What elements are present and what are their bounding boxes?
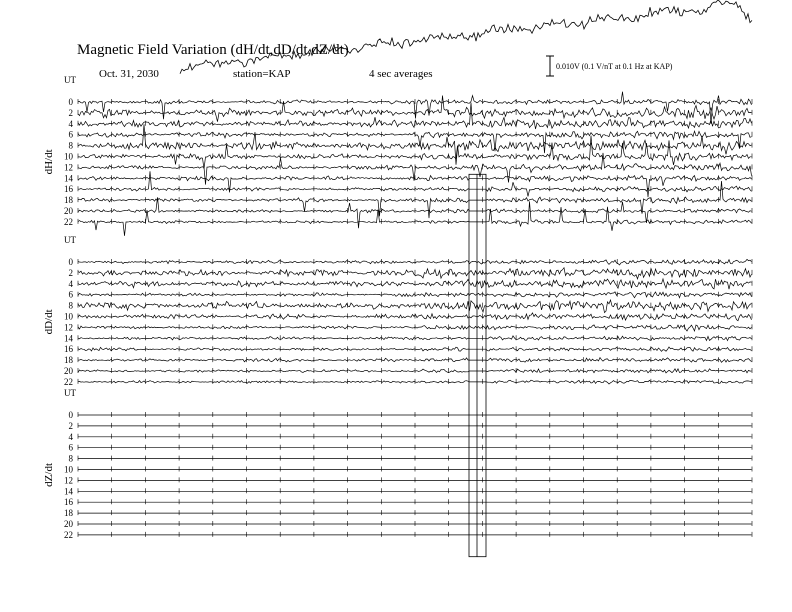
- hour-label: 0: [68, 257, 73, 267]
- hour-label: 2: [68, 267, 73, 278]
- hour-label: 10: [64, 464, 73, 475]
- hour-label: 22: [64, 216, 73, 227]
- ut-label: UT: [64, 75, 76, 85]
- component-label: dH/dt: [43, 149, 55, 175]
- ut-label: UT: [64, 388, 76, 398]
- hour-label: 6: [68, 289, 73, 300]
- hour-label: 4: [68, 118, 73, 129]
- hour-label: 16: [64, 184, 73, 195]
- hour-label: 4: [68, 278, 73, 289]
- trace-line: [78, 201, 752, 235]
- hour-label: 8: [68, 140, 73, 151]
- panel-2: [43, 388, 752, 540]
- hour-label: 22: [64, 376, 73, 387]
- hour-label: 0: [68, 97, 73, 107]
- scale-bar: [546, 56, 554, 76]
- hour-label: 14: [64, 173, 73, 184]
- hour-label: 10: [64, 151, 73, 162]
- hour-label: 20: [64, 366, 73, 376]
- hour-label: 18: [64, 355, 73, 366]
- panel-0: [43, 75, 752, 236]
- trace-line: [78, 136, 752, 169]
- hour-label: 16: [64, 497, 73, 508]
- hour-label: 20: [64, 206, 73, 216]
- hour-label: 20: [64, 519, 73, 529]
- hour-label: 10: [64, 311, 73, 322]
- hour-label: 18: [64, 195, 73, 206]
- hour-label: 18: [64, 508, 73, 519]
- hour-label: 12: [64, 162, 73, 173]
- hour-label: 14: [64, 333, 73, 344]
- hour-label: 2: [68, 420, 73, 431]
- chart-title: Magnetic Field Variation (dH/dt,dD/dt,dZ/dt): [77, 42, 349, 58]
- ut-label: UT: [64, 235, 76, 245]
- hour-label: 12: [64, 322, 73, 333]
- trace-line: [78, 92, 752, 124]
- scale-label: 0.010V (0.1 V/nT at 0.1 Hz at KAP): [556, 62, 673, 71]
- hour-label: 2: [68, 107, 73, 118]
- station-label: station=KAP: [233, 68, 291, 80]
- hour-label: 16: [64, 344, 73, 355]
- trace-line: [78, 131, 752, 153]
- hour-label: 8: [68, 453, 73, 464]
- hour-label: 8: [68, 300, 73, 311]
- hour-label: 14: [64, 486, 73, 497]
- panel-1: [43, 235, 752, 387]
- averaging-label: 4 sec averages: [369, 68, 433, 80]
- component-label: dZ/dt: [43, 462, 55, 487]
- hour-label: 22: [64, 529, 73, 540]
- data-gap-box: [469, 174, 486, 556]
- chart-date: Oct. 31, 2030: [99, 68, 159, 80]
- hour-label: 0: [68, 410, 73, 420]
- hour-label: 6: [68, 129, 73, 140]
- component-label: dD/dt: [43, 309, 55, 335]
- panels: [43, 75, 752, 557]
- hour-label: 4: [68, 431, 73, 442]
- hour-label: 6: [68, 442, 73, 453]
- hour-label: 12: [64, 475, 73, 486]
